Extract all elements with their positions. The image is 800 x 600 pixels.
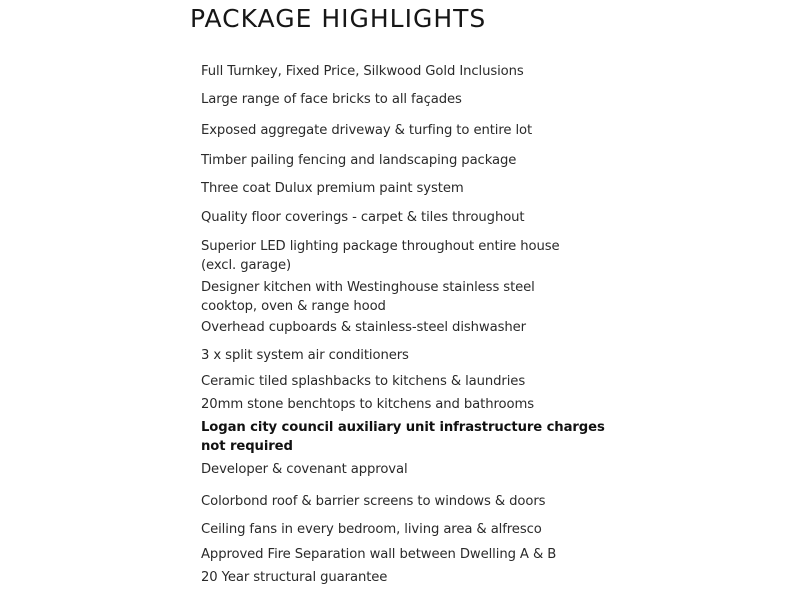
highlight-item-8 [201, 278, 601, 316]
highlight-line: Timber pailing fencing and landscaping package [201, 153, 517, 168]
highlight-line: Quality floor coverings - carpet & tiles throughout [201, 210, 525, 225]
highlight-item-3 [201, 121, 601, 140]
highlight-item-6 [201, 208, 601, 227]
highlight-item-7 [201, 237, 601, 275]
highlight-line: 3 x split system air conditioners [201, 348, 409, 363]
highlight-item-14 [201, 460, 601, 479]
highlight-line: Designer kitchen with Westinghouse stainless steel [201, 280, 535, 295]
highlight-line: Approved Fire Separation wall between Dwelling A & B [201, 547, 557, 562]
highlight-item-16 [201, 520, 601, 539]
highlight-item-13 [201, 418, 605, 456]
highlight-line: Developer & covenant approval [201, 462, 408, 477]
highlight-line: (excl. garage) [201, 258, 292, 273]
highlight-line: Three coat Dulux premium paint system [201, 181, 464, 196]
highlight-item-12 [201, 395, 601, 414]
highlight-item-2 [201, 90, 601, 109]
highlight-item-4 [201, 151, 601, 170]
highlight-line: Full Turnkey, Fixed Price, Silkwood Gold Inclusions [201, 64, 524, 79]
highlight-item-17 [201, 545, 601, 564]
highlight-item-5 [201, 179, 601, 198]
highlight-line: Ceiling fans in every bedroom, living area & alfresco [201, 522, 542, 537]
highlight-line: Superior LED lighting package throughout entire house [201, 239, 560, 254]
highlight-line: Logan city council auxiliary unit infrastructure charges [201, 420, 605, 435]
highlight-line: 20mm stone benchtops to kitchens and bathrooms [201, 397, 534, 412]
highlight-item-10 [201, 346, 601, 365]
highlight-line: not required [201, 439, 293, 454]
highlight-line: 20 Year structural guarantee [201, 570, 388, 585]
highlight-item-1 [201, 62, 601, 81]
highlight-line: cooktop, oven & range hood [201, 299, 386, 314]
page-title: PACKAGE HIGHLIGHTS [190, 4, 487, 33]
highlight-line: Colorbond roof & barrier screens to windows & doors [201, 494, 546, 509]
highlight-item-18 [201, 568, 601, 587]
highlight-line: Exposed aggregate driveway & turfing to entire lot [201, 123, 533, 138]
highlight-line: Large range of face bricks to all façades [201, 92, 462, 107]
highlight-item-9 [201, 318, 601, 337]
highlight-item-15 [201, 492, 601, 511]
highlight-item-11 [201, 372, 601, 391]
highlight-line: Overhead cupboards & stainless-steel dishwasher [201, 320, 526, 335]
highlight-line: Ceramic tiled splashbacks to kitchens & laundries [201, 374, 526, 389]
